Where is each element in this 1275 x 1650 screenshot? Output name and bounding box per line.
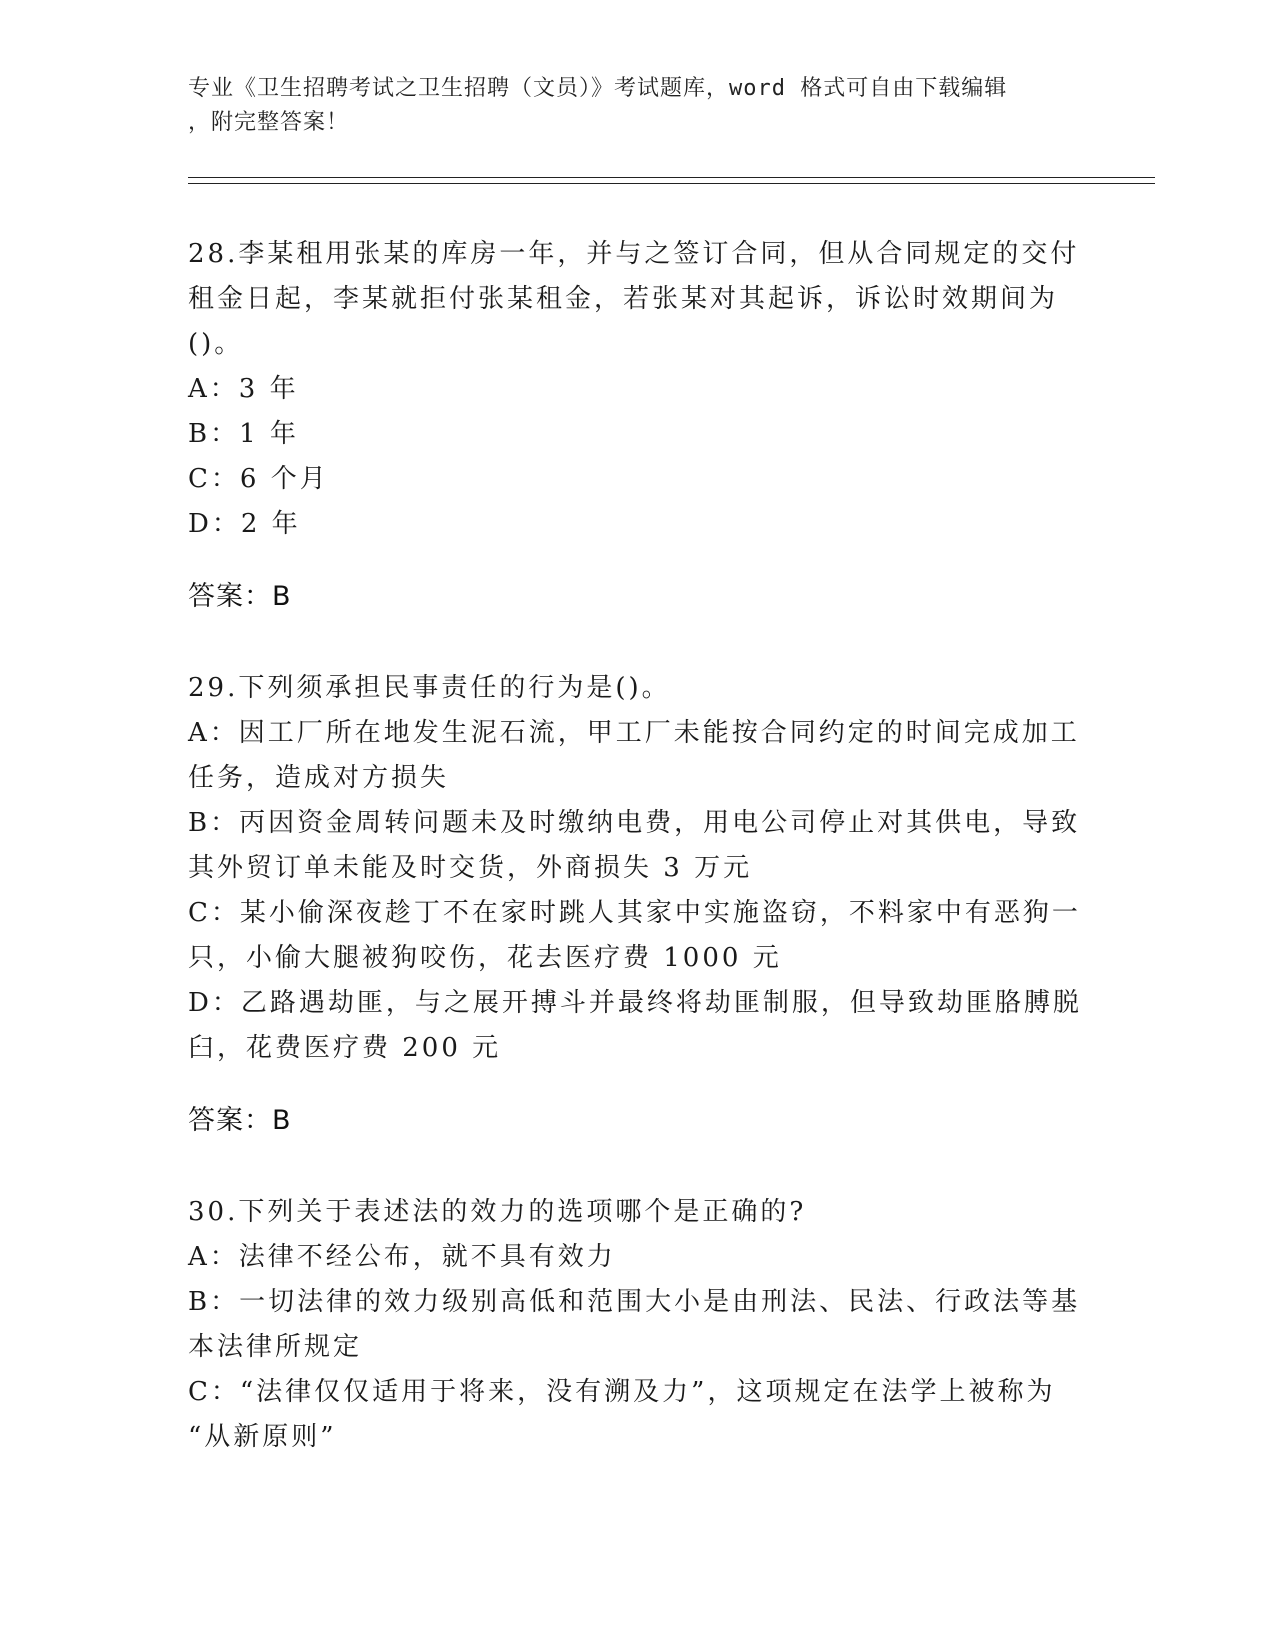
option-b: B：1 年: [188, 419, 299, 449]
option-b-continued: 本法律所规定: [188, 1332, 363, 1362]
question-list: [188, 232, 1088, 1506]
question-29: [188, 666, 1088, 1144]
question-stem-line: 28.李某租用张某的库房一年，并与之签订合同，但从合同规定的交付: [188, 239, 1080, 269]
option-b: B：丙因资金周转问题未及时缴纳电费，用电公司停止对其供电，导致: [188, 808, 1081, 838]
option-d: D：乙路遇劫匪，与之展开搏斗并最终将劫匪制服，但导致劫匪胳膊脱: [188, 988, 1082, 1018]
option-a: A：因工厂所在地发生泥石流，甲工厂未能按合同约定的时间完成加工: [188, 718, 1080, 748]
header-line-1: 专业《卫生招聘考试之卫生招聘（文员）》考试题库，word 格式可自由下载编辑: [188, 76, 1008, 101]
question-30: [188, 1190, 1088, 1460]
header-divider: [188, 177, 1155, 184]
question-stem-line: 租金日起，李某就拒付张某租金，若张某对其起诉，诉讼时效期间为: [188, 284, 1059, 314]
option-c: C：“法律仅仅适用于将来，没有溯及力”，这项规定在法学上被称为: [188, 1377, 1056, 1407]
question-stem-line: 29.下列须承担民事责任的行为是()。: [188, 673, 671, 703]
question-stem-line: 30.下列关于表述法的效力的选项哪个是正确的?: [188, 1197, 807, 1227]
option-a: A：法律不经公布，就不具有效力: [188, 1242, 616, 1272]
option-b: B：一切法律的效力级别高低和范围大小是由刑法、民法、行政法等基: [188, 1287, 1081, 1317]
answer-label: 答案：B: [188, 581, 292, 612]
question-stem-line: ()。: [188, 329, 244, 359]
question-28: [188, 232, 1088, 620]
answer-label: 答案：B: [188, 1105, 292, 1136]
option-c: C：某小偷深夜趁丁不在家时跳人其家中实施盗窃，不料家中有恶狗一: [188, 898, 1081, 928]
option-a: A：3 年: [188, 374, 299, 404]
option-d-continued: 臼，花费医疗费 200 元: [188, 1033, 502, 1063]
option-a-continued: 任务，造成对方损失: [188, 763, 450, 793]
option-c: C：6 个月: [188, 464, 329, 494]
option-c-continued: “从新原则”: [188, 1422, 337, 1452]
option-b-continued: 其外贸订单未能及时交货，外商损失 3 万元: [188, 853, 753, 883]
option-c-continued: 只，小偷大腿被狗咬伤，花去医疗费 1000 元: [188, 943, 782, 973]
header-line-2: ，附完整答案！: [188, 110, 350, 135]
option-d: D：2 年: [188, 509, 301, 539]
page-header: [188, 72, 1088, 140]
